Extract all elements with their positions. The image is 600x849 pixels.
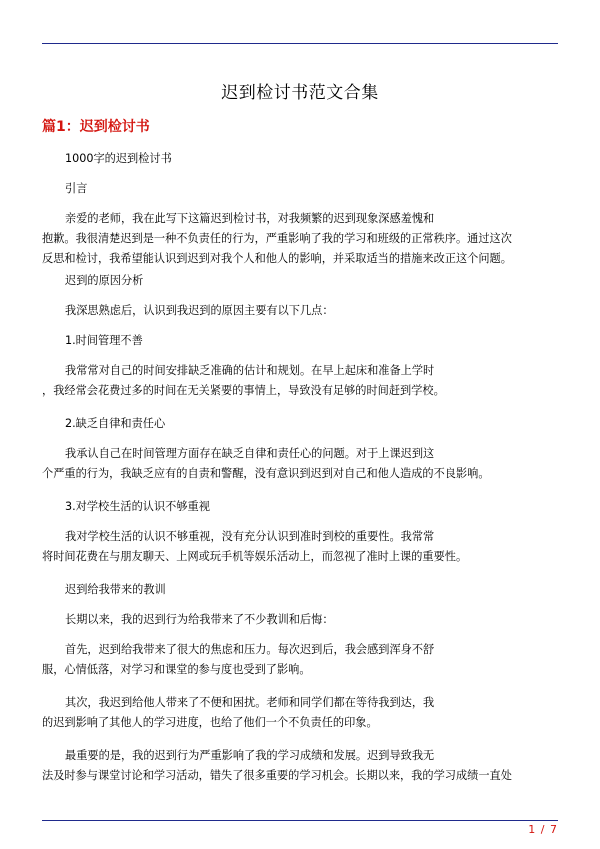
paragraph-line: 将时间花费在与朋友聊天、上网或玩手机等娱乐活动上，而忽视了准时上课的重要性。 [42,550,468,563]
paragraph [42,179,558,199]
paragraph-line: 服，心情低落，对学习和课堂的参与度也受到了影响。 [42,663,311,676]
paragraph-line: 亲爱的老师，我在此写下这篇迟到检讨书，对我频繁的迟到现象深感羞愧和 [65,212,435,225]
paragraph [42,527,558,567]
paragraph-line: 我对学校生活的认识不够重视，没有充分认识到准时到校的重要性。我常常 [65,530,435,543]
paragraph-line: 2.缺乏自律和责任心 [65,417,166,430]
paragraph-line: 迟到给我带来的教训 [65,583,166,596]
paragraph [42,209,558,269]
paragraph-line: 法及时参与课堂讨论和学习活动，错失了很多重要的学习机会。长期以来，我的学习成绩一直处 [42,769,512,782]
paragraph [42,610,558,630]
paragraph-line: 长期以来，我的迟到行为给我带来了不少教训和后悔： [65,613,334,626]
paragraph [42,497,558,517]
page-indicator: 1 / 7 [528,823,558,836]
header-rule [42,43,558,44]
paragraph [42,640,558,680]
footer-rule [42,820,558,821]
paragraph-line: 的迟到影响了其他人的学习进度，也给了他们一个不负责任的印象。 [42,716,378,729]
paragraph [42,331,558,351]
document-title: 迟到检讨书范文合集 [221,83,379,103]
section-heading: 篇1：迟到检讨书 [42,119,150,135]
paragraph-line: 我承认自己在时间管理方面存在缺乏自律和责任心的问题。对于上课迟到这 [65,447,435,460]
paragraph [42,693,558,733]
paragraph-line: 引言 [65,182,88,195]
paragraph-line: 反思和检讨，我希望能认识到迟到对我个人和他人的影响，并采取适当的措施来改正这个问题。 [42,252,512,265]
paragraph-line: 1000字的迟到检讨书 [65,152,172,165]
paragraph-line: 1.时间管理不善 [65,334,143,347]
paragraph [42,149,558,169]
paragraph-line: 个严重的行为，我缺乏应有的自责和警醒，没有意识到迟到对自己和他人造成的不良影响。 [42,467,490,480]
paragraph-line: 首先，迟到给我带来了很大的焦虑和压力。每次迟到后，我会感到浑身不舒 [65,643,435,656]
paragraph [42,580,558,600]
paragraph-line: 其次，我迟到给他人带来了不便和困扰。老师和同学们都在等待我到达，我 [65,696,435,709]
paragraph [42,746,558,786]
paragraph-line: 我深思熟虑后，认识到我迟到的原因主要有以下几点： [65,304,334,317]
paragraph [42,444,558,484]
paragraph [42,361,558,401]
paragraph-line: 我常常对自己的时间安排缺乏准确的估计和规划。在早上起床和准备上学时 [65,364,435,377]
paragraph [42,301,558,321]
paragraph-line: ，我经常会花费过多的时间在无关紧要的事情上，导致没有足够的时间赶到学校。 [42,384,445,397]
paragraph-line: 3.对学校生活的认识不够重视 [65,500,210,513]
paragraph-line: 迟到的原因分析 [65,274,144,287]
paragraph [42,414,558,434]
paragraph-line: 最重要的是，我的迟到行为严重影响了我的学习成绩和发展。迟到导致我无 [65,749,435,762]
paragraph-line: 抱歉。我很清楚迟到是一种不负责任的行为，严重影响了我的学习和班级的正常秩序。通过这次 [42,232,512,245]
paragraph [42,271,558,291]
